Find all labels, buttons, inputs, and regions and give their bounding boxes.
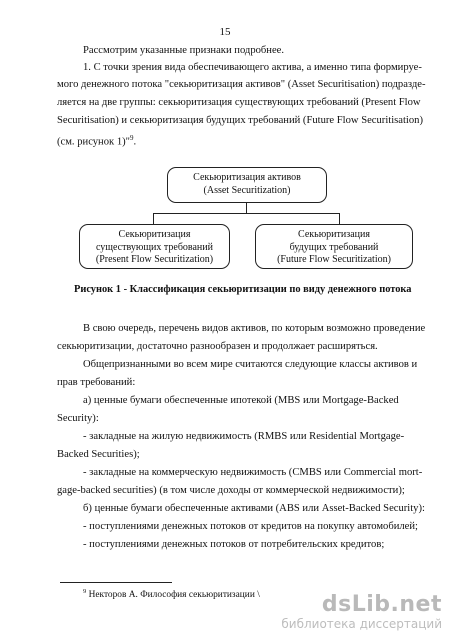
box-line: существующих требований (95, 241, 213, 253)
connector-line (153, 213, 339, 214)
diagram-left-box (79, 224, 230, 269)
page-number: 15 (219, 26, 231, 38)
watermark-subtitle: библиотека диссертаций (281, 617, 442, 631)
text-line: В свою очередь, перечень видов активов, по которым возможно проведение (83, 323, 426, 334)
footnote-number: 9 (83, 588, 87, 595)
connector-line (339, 213, 340, 224)
text-line: секьюритизации, достаточно разнообразен и продолжает расширяться. (57, 341, 378, 352)
box-line: Секьюритизация (118, 229, 191, 240)
text-line: Рассмотрим указанные признаки подробнее. (83, 45, 285, 56)
text-line: мого денежного потока "секьюритизация активов" (Asset Securitisation) подразде- (57, 79, 426, 90)
diagram-right-box (255, 224, 413, 269)
text-line: - поступлениями денежных потоков от потребительских кредитов; (83, 539, 385, 550)
footnote-text: Некторов А. Философия секьюритизации \ (86, 590, 260, 601)
text-line: прав требований: (57, 377, 136, 388)
footnote-separator (60, 582, 172, 583)
watermark-logo: dsLib.net (321, 592, 442, 617)
box-line: Секьюритизация (298, 229, 370, 240)
text-line: Securitisation) и секьюритизация будущих требований (Future Flow Securitisation) (57, 115, 423, 126)
footnote (83, 588, 260, 600)
text-line: gage-backed securities) (в том числе доходы от коммерческой недвижимости); (57, 485, 405, 496)
diagram-top-box (167, 167, 327, 203)
box-line: Секьюритизация активов (193, 172, 301, 183)
text-line: - закладные на коммерческую недвижимость (CMBS или Commercial mort- (83, 467, 423, 478)
footnote-reference: 9 (129, 134, 134, 142)
text-line: 1. С точки зрения вида обеспечивающего актива, а именно типа формируе- (83, 62, 422, 73)
text-line: Security): (57, 413, 99, 424)
box-line: (Asset Securitization) (203, 184, 291, 196)
connector-line (153, 213, 154, 224)
box-line: (Present Flow Securitization) (95, 254, 214, 265)
box-line: (Future Flow Securitization) (277, 254, 391, 265)
watermark (281, 593, 442, 631)
text-line: - закладные на жилую недвижимость (RMBS или Residential Mortgage- (83, 431, 405, 442)
text-line: Общепризнанными во всем мире считаются следующие классы активов и (83, 359, 418, 370)
text-line: Backed Securities); (57, 449, 140, 460)
connector-line (246, 202, 247, 213)
text-line: (см. рисунок 1)"$^9$. (57, 134, 137, 148)
figure-caption: Рисунок 1 - Классификация секьюритизации по виду денежного потока (74, 284, 412, 295)
box-line: будущих требований (289, 241, 379, 253)
text-line: ляется на две группы: секьюритизация существующих требований (Present Flow (57, 97, 421, 108)
text-line: б) ценные бумаги обеспеченные активами (ABS или Asset-Backed Security): (83, 503, 425, 514)
text-line: а) ценные бумаги обеспеченные ипотекой (MBS или Mortgage-Backed (83, 395, 399, 406)
text-line: - поступлениями денежных потоков от кредитов на покупку автомобилей; (83, 521, 418, 532)
